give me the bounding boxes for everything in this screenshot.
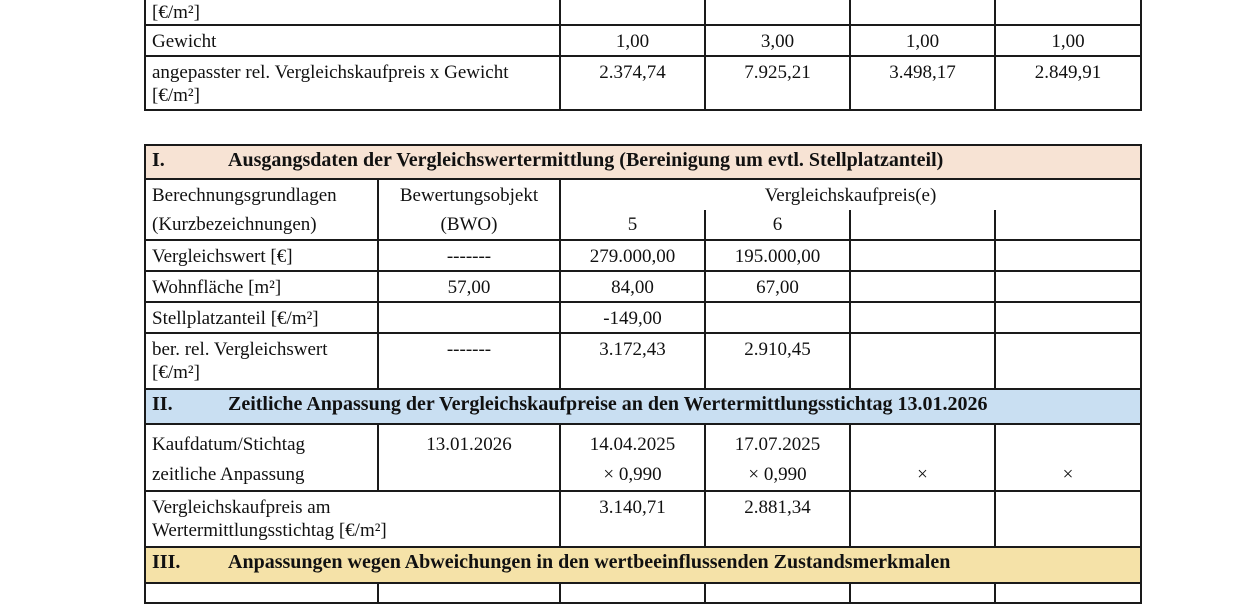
partial-label: [€/m²] [145, 0, 560, 25]
table-row [145, 491, 1141, 547]
section-title: Anpassungen wegen Abweichungen in den wertbeeinflussenden Zustandsmerkmalen [228, 551, 951, 573]
gewicht-value: 1,00 [560, 25, 705, 56]
angepasst-value: 7.925,21 [705, 56, 850, 110]
table-row [145, 271, 1141, 302]
row-label: Vergleichswert [€] [145, 240, 378, 271]
section-number: II. [152, 393, 173, 415]
top-table [144, 0, 1142, 111]
table-row [145, 240, 1141, 271]
cell-value: 3.172,43 [560, 333, 705, 389]
col-number [850, 210, 995, 240]
cell-value: 84,00 [560, 271, 705, 302]
bwo-value: 57,00 [378, 271, 560, 302]
cell-value [705, 302, 850, 333]
cell-value: × [995, 424, 1141, 491]
cell-value: 3.140,71 [560, 491, 705, 547]
table-row [145, 25, 1141, 56]
cell-value [995, 333, 1141, 389]
cell-value: × [850, 424, 995, 491]
col-header: (BWO) [378, 210, 560, 240]
col-header: Bewertungsobjekt [378, 179, 560, 210]
cell-value [850, 491, 995, 547]
section-number: I. [152, 149, 165, 171]
angepasst-label: angepasster rel. Vergleichskaufpreis x Gewicht [€/m²] [145, 56, 560, 110]
row-label: ber. rel. Vergleichswert [€/m²] [145, 333, 378, 389]
cell-value: 195.000,00 [705, 240, 850, 271]
cell-value [995, 240, 1141, 271]
gewicht-value: 1,00 [995, 25, 1141, 56]
section-header-2 [145, 389, 1141, 424]
bwo-value: ------- [378, 240, 560, 271]
table-row [145, 179, 1141, 210]
cell-value [850, 302, 995, 333]
col-header: Berechnungsgrundlagen [145, 179, 378, 210]
bwo-value: ------- [378, 333, 560, 389]
cell-value [850, 240, 995, 271]
cell-value [850, 271, 995, 302]
cell-value: 2.881,34 [705, 491, 850, 547]
cell-value: 279.000,00 [560, 240, 705, 271]
angepasst-value: 2.374,74 [560, 56, 705, 110]
cell-value [995, 302, 1141, 333]
gewicht-label: Gewicht [145, 25, 560, 56]
table-row [145, 333, 1141, 389]
table-row [145, 56, 1141, 110]
section-header-1 [145, 145, 1141, 179]
col-header: (Kurzbezeichnungen) [145, 210, 378, 240]
row-label: Stellplatzanteil [€/m²] [145, 302, 378, 333]
section-title: Zeitliche Anpassung der Vergleichskaufpreise an den Wertermittlungsstichtag 13.01.2026 [228, 393, 988, 415]
angepasst-value: 3.498,17 [850, 56, 995, 110]
cell-value: 14.04.2025 × 0,990 [560, 424, 705, 491]
col-header: Vergleichskaufpreis(e) [560, 179, 1141, 210]
bwo-value: 13.01.2026 [378, 424, 560, 491]
table-row [145, 210, 1141, 240]
section-title: Ausgangsdaten der Vergleichswertermittlung (Bereinigung um evtl. Stellplatzanteil) [228, 149, 944, 171]
gewicht-value: 1,00 [850, 25, 995, 56]
row-label: Kaufdatum/Stichtag zeitliche Anpassung [145, 424, 378, 491]
cell-value [995, 491, 1141, 547]
angepasst-value: 2.849,91 [995, 56, 1141, 110]
table-row [145, 424, 1141, 491]
table-row [145, 0, 1141, 25]
row-label: Vergleichskaufpreis am Wertermittlungsstichtag [€/m²] [145, 491, 560, 547]
cell-value: -149,00 [560, 302, 705, 333]
cell-value: 67,00 [705, 271, 850, 302]
col-number: 6 [705, 210, 850, 240]
row-label: Wohnfläche [m²] [145, 271, 378, 302]
cell-value [995, 271, 1141, 302]
gewicht-value: 3,00 [705, 25, 850, 56]
cell-value [850, 333, 995, 389]
table-row [145, 583, 1141, 603]
main-table [144, 144, 1142, 604]
section-number: III. [152, 551, 181, 573]
cell-value: 2.910,45 [705, 333, 850, 389]
col-number: 5 [560, 210, 705, 240]
cell-value: 17.07.2025 × 0,990 [705, 424, 850, 491]
col-number [995, 210, 1141, 240]
section-header-3 [145, 547, 1141, 583]
table-row [145, 302, 1141, 333]
bwo-value [378, 302, 560, 333]
